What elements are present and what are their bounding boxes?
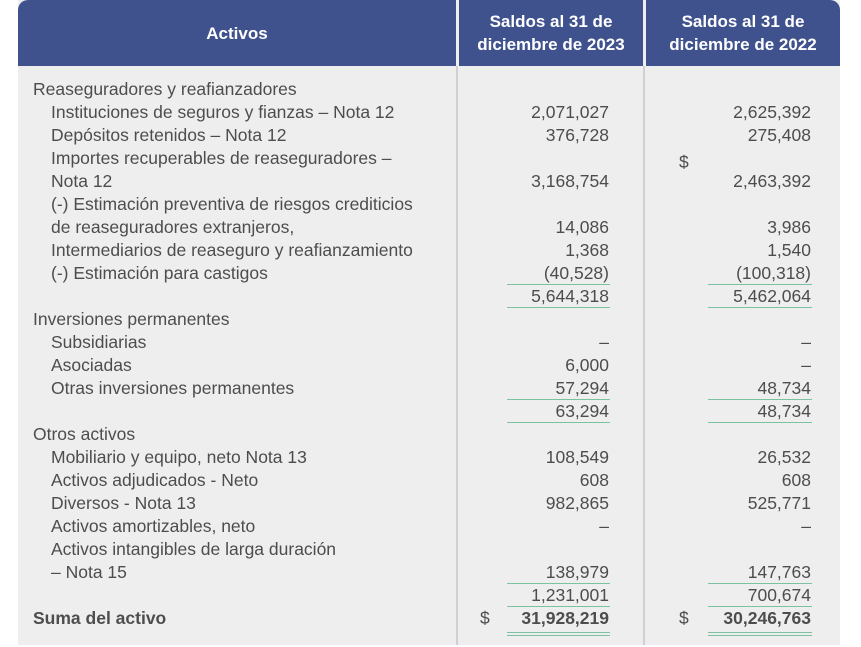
header-2023-line2: diciembre de 2023: [477, 35, 625, 54]
table-row: [0, 216, 861, 239]
table-row: [0, 170, 861, 193]
value-2022: –: [801, 355, 811, 375]
table-row: [0, 538, 861, 561]
value-2022: 26,532: [757, 447, 811, 467]
row-label: Subsidiarias: [51, 332, 147, 352]
value-2023: 608: [579, 470, 609, 490]
header-2022: [646, 0, 840, 66]
row-label: Importes recuperables de reaseguradores –: [51, 148, 392, 168]
value-2023: 6,000: [565, 355, 609, 375]
row-label: (-) Estimación preventiva de riesgos crediticios: [51, 194, 413, 214]
total-row: [0, 607, 861, 630]
row-label: Activos intangibles de larga duración: [51, 539, 337, 559]
subtotal-2023: 1,231,001: [531, 585, 609, 605]
section-row: [0, 308, 861, 331]
value-2022: 2,625,392: [733, 102, 811, 122]
double-underline: [708, 635, 812, 636]
value-2022: 275,408: [747, 125, 811, 145]
header-2023: [459, 0, 643, 66]
section-row: [0, 423, 861, 446]
total-2023: 31,928,219: [521, 608, 609, 628]
value-2023: –: [599, 516, 609, 536]
value-2022: 48,734: [757, 378, 811, 398]
value-2023: 138,979: [545, 562, 609, 582]
section-row: [0, 78, 861, 101]
currency-symbol-2023: $: [480, 608, 490, 628]
row-label: de reaseguradores extranjeros,: [51, 217, 295, 237]
table-row: [0, 561, 861, 584]
header-activos-label: Activos: [206, 23, 268, 43]
row-label: Asociadas: [51, 355, 132, 375]
value-2022: (100,318): [736, 263, 811, 283]
header-2022-line2: diciembre de 2022: [669, 35, 817, 54]
subtotal-row: [0, 584, 861, 607]
row-label: Otras inversiones permanentes: [51, 378, 295, 398]
subtotal-2022: 5,462,064: [733, 286, 811, 306]
row-label: Inversiones permanentes: [33, 309, 230, 329]
row-label: Nota 12: [51, 171, 113, 191]
header-2023-line1: Saldos al 31 de: [489, 12, 613, 31]
subtotal-2022: 48,734: [757, 401, 811, 421]
row-label: Activos amortizables, neto: [51, 516, 256, 536]
table-row: [0, 239, 861, 262]
table-row: [0, 124, 861, 147]
value-2022: 525,771: [747, 493, 811, 513]
table-row: [0, 193, 861, 216]
balance-table-body: [0, 78, 861, 630]
value-2023: (40,528): [543, 263, 609, 283]
row-label: Reaseguradores y reafianzadores: [33, 79, 297, 99]
value-2023: 3,168,754: [531, 171, 609, 191]
table-row: [0, 331, 861, 354]
table-row: [0, 492, 861, 515]
table-row: [0, 377, 861, 400]
double-underline: [708, 632, 812, 633]
double-underline: [507, 635, 610, 636]
row-label: Otros activos: [33, 424, 136, 444]
table-row: [0, 515, 861, 538]
header-activos: [18, 0, 456, 66]
currency-symbol-2022: $: [679, 608, 689, 628]
table-row: [0, 354, 861, 377]
header-2022-line1: Saldos al 31 de: [681, 12, 805, 31]
row-label: Depósitos retenidos – Nota 12: [51, 125, 287, 145]
table-row: [0, 262, 861, 285]
subtotal-row: [0, 285, 861, 308]
table-row: [0, 446, 861, 469]
value-2022: –: [801, 516, 811, 536]
value-2022: 1,540: [767, 240, 811, 260]
value-2022: 147,763: [747, 562, 811, 582]
value-2023: –: [599, 332, 609, 352]
total-2022: 30,246,763: [723, 608, 811, 628]
subtotal-2023: 5,644,318: [531, 286, 609, 306]
row-label: Activos adjudicados - Neto: [51, 470, 259, 490]
value-2022: 3,986: [767, 217, 811, 237]
table-row: [0, 101, 861, 124]
value-2022: 608: [781, 470, 811, 490]
row-label: Intermediarios de reaseguro y reafianzamiento: [51, 240, 413, 260]
currency-symbol-2022: $: [679, 152, 689, 172]
value-2023: 982,865: [545, 493, 609, 513]
value-2023: 376,728: [545, 125, 609, 145]
value-2023: 108,549: [545, 447, 609, 467]
row-label: Mobiliario y equipo, neto Nota 13: [51, 447, 307, 467]
row-label: Instituciones de seguros y fianzas – Nota 12: [51, 102, 395, 122]
subtotal-2023: 63,294: [555, 401, 609, 421]
subtotal-row: [0, 400, 861, 423]
table-row: [0, 469, 861, 492]
double-underline: [507, 632, 610, 633]
row-label: (-) Estimación para castigos: [51, 263, 268, 283]
subtotal-2022: 700,674: [747, 585, 811, 605]
row-label: – Nota 15: [51, 562, 127, 582]
value-2022: –: [801, 332, 811, 352]
row-label: Diversos - Nota 13: [51, 493, 196, 513]
value-2023: 1,368: [565, 240, 609, 260]
table-row: [0, 147, 861, 170]
value-2023: 57,294: [555, 378, 609, 398]
value-2022: 2,463,392: [733, 171, 811, 191]
total-label: Suma del activo: [33, 608, 167, 628]
value-2023: 2,071,027: [531, 102, 609, 122]
value-2023: 14,086: [555, 217, 609, 237]
